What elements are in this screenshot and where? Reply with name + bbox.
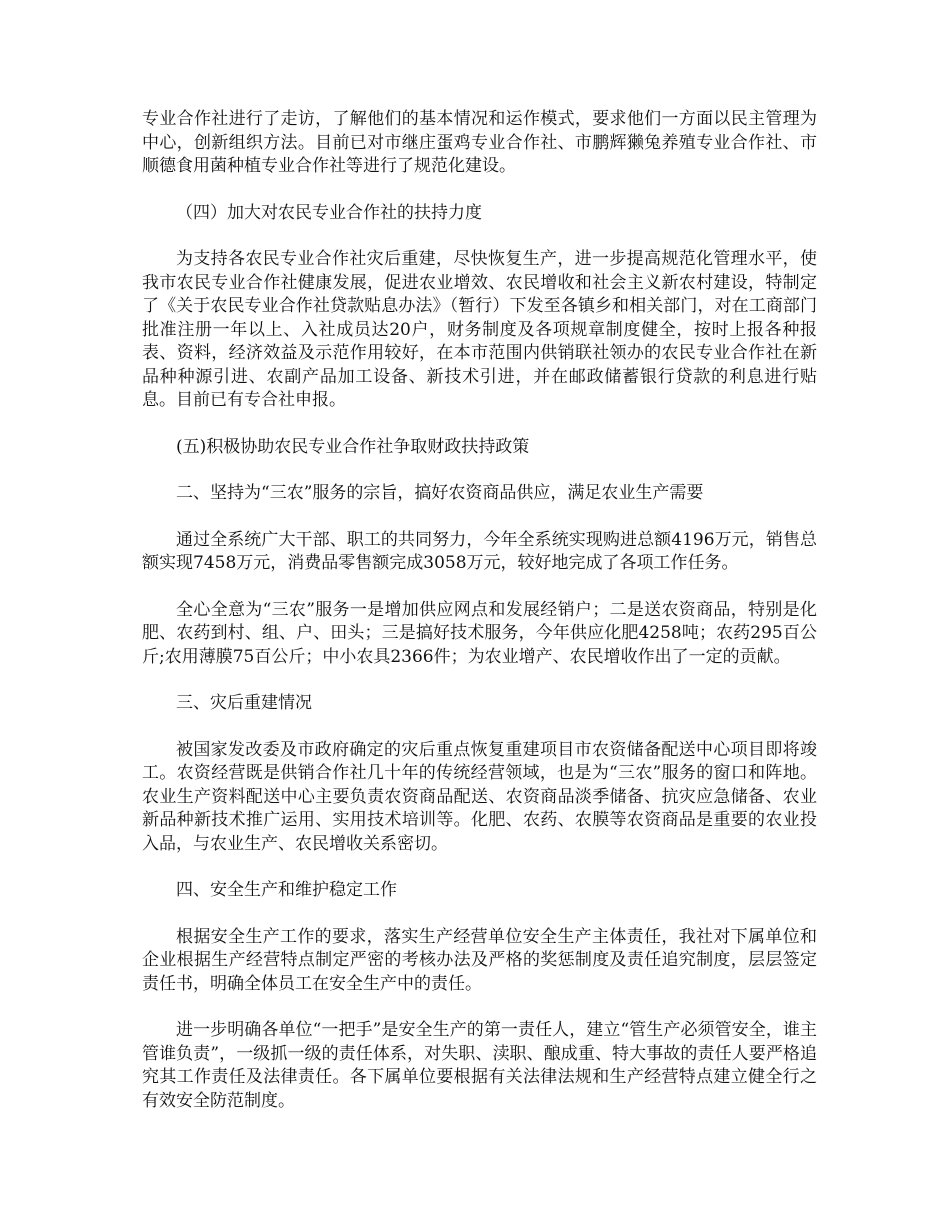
heading-support-strength: （四）加大对农民专业合作社的扶持力度 xyxy=(176,202,482,223)
paragraph-sales-figures: 通过全系统广大干部、职工的共同努力，今年全系统实现购进总额4196万元，销售总额实现7458万元，消费品零售额完成3058万元，较好地完成了各项工作任务。 xyxy=(142,529,817,573)
paragraph-safety-responsibility: 根据安全生产工作的要求，落实生产经营单位安全生产主体责任，我社对下属单位和企业根据生产经营特点制定严密的考核办法及严格的奖惩制度及责任追究制度，层层签定责任书，明确全体员工在安全生产中的责任。 xyxy=(142,926,817,994)
paragraph-cooperative-visits: 专业合作社进行了走访，了解他们的基本情况和运作模式，要求他们一方面以民主管理为中心，创新组织方法。目前已对市继庄蛋鸡专业合作社、市鹏辉獭兔养殖专业合作社、市顺德食用菌种植专业合作社等进行了规范化建设。 xyxy=(142,109,817,176)
heading-reconstruction: 三、灾后重建情况 xyxy=(176,693,312,713)
paragraph-safety-leaders: 进一步明确各单位“一把手”是安全生产的第一责任人，建立“管生产必须管安全，谁主管谁负责”，一级抓一级的责任体系，对失职、渎职、酿成重、特大事故的责任人要严格追究其工作责任及法律责任。各下属单位要根据有关法律法规和生产经营特点建立健全行之有效安全防范制度。 xyxy=(142,1020,817,1111)
paragraph-loan-subsidy: 为支持各农民专业合作社灾后重建，尽快恢复生产，进一步提高规范化管理水平，使我市农民专业合作社健康发展，促进农业增效、农民增收和社会主义新农村建设，特制定了《关于农民专业合作社贷款贴息办法》（暂行）下发至各镇乡和相关部门，对在工商部门批准注册一年以上、入社成员达20户，财务制度及各项规章制度健全，按时上报各种报表、资料，经济效益及示范作用较好，在本市范围内供销联社领办的农民专业合作社在新品种种源引进、农副产品加工设备、新技术引进，并在邮政储蓄银行贷款的利息进行贴息。目前已有专合社申报。 xyxy=(142,249,817,410)
paragraph-reconstruction: 被国家发改委及市政府确定的灾后重点恢复重建项目市农资储备配送中心项目即将竣工。农资经营既是供销合作社几十年的传统经营领域，也是为“三农”服务的窗口和阵地。农业生产资料配送中心主要负责农资商品配送、农资商品淡季储备、抗灾应急储备、农业新品种新技术推广运用、实用技术培训等。化肥、农药、农膜等农资商品是重要的农业投入品，与农业生产、农民增收关系密切。 xyxy=(142,739,817,854)
heading-safety: 四、安全生产和维护稳定工作 xyxy=(176,880,397,900)
heading-fiscal-support: (五)积极协助农民专业合作社争取财政扶持政策 xyxy=(176,436,530,457)
document-body xyxy=(142,108,817,1136)
paragraph-supply-figures: 全心全意为“三农”服务一是增加供应网点和发展经销户；二是送农资商品，特别是化肥、农药到村、组、户、田头；三是搞好技术服务，今年供应化肥4258吨；农药295百公斤;农用薄膜75百公斤；中小农具2366件；为农业增产、农民增收作出了一定的贡献。 xyxy=(142,599,817,667)
heading-sannong-service: 二、坚持为“三农”服务的宗旨，搞好农资商品供应，满足农业生产需要 xyxy=(176,483,704,503)
